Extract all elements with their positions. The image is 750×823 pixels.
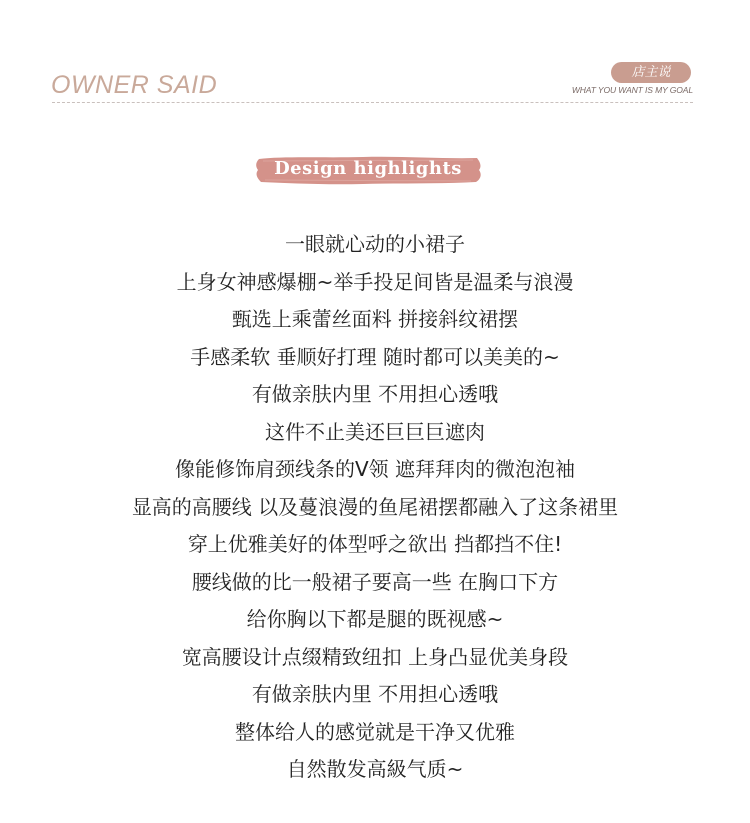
design-highlights-banner	[253, 154, 483, 186]
description-line: 自然散发高級气质~	[286, 757, 464, 781]
description-text-block	[0, 226, 750, 789]
design-highlights-text: Design highlights	[274, 158, 462, 179]
description-line: 一眼就心动的小裙子	[285, 232, 465, 256]
description-line: 显高的高腰线 以及蔓浪漫的鱼尾裙摆都融入了这条裙里	[131, 494, 619, 519]
description-line: 腰线做的比一般裙子要高一些 在胸口下方	[191, 569, 559, 594]
description-line: 手感柔软 垂顺好打理 随时都可以美美的~	[190, 344, 560, 369]
owner-said-title: OWNER SAID	[51, 71, 218, 99]
slogan-text: WHAT YOU WANT IS MY GOAL	[571, 85, 693, 95]
dotted-divider	[52, 102, 693, 103]
header	[0, 0, 750, 110]
description-line: 甄选上乘蕾丝面料 拼接斜纹裙摆	[231, 307, 519, 331]
description-line: 像能修饰肩颈线条的V领 遮拜拜肉的微泡泡袖	[174, 457, 576, 481]
description-line: 上身女神感爆棚~举手投足间皆是温柔与浪漫	[176, 269, 574, 294]
description-line: 有做亲肤内里 不用担心透哦	[251, 382, 499, 406]
description-line: 宽高腰设计点缀精致纽扣 上身凸显优美身段	[181, 644, 569, 669]
description-line: 有做亲肤内里 不用担心透哦	[251, 682, 499, 706]
description-line: 穿上优雅美好的体型呼之欲出 挡都挡不住!	[187, 532, 563, 556]
description-line: 给你胸以下都是腿的既视感~	[246, 607, 504, 631]
owner-said-badge: 店主说	[611, 62, 691, 83]
description-line: 整体给人的感觉就是干净又优雅	[235, 719, 515, 744]
description-line: 这件不止美还巨巨巨遮肉	[265, 419, 485, 444]
